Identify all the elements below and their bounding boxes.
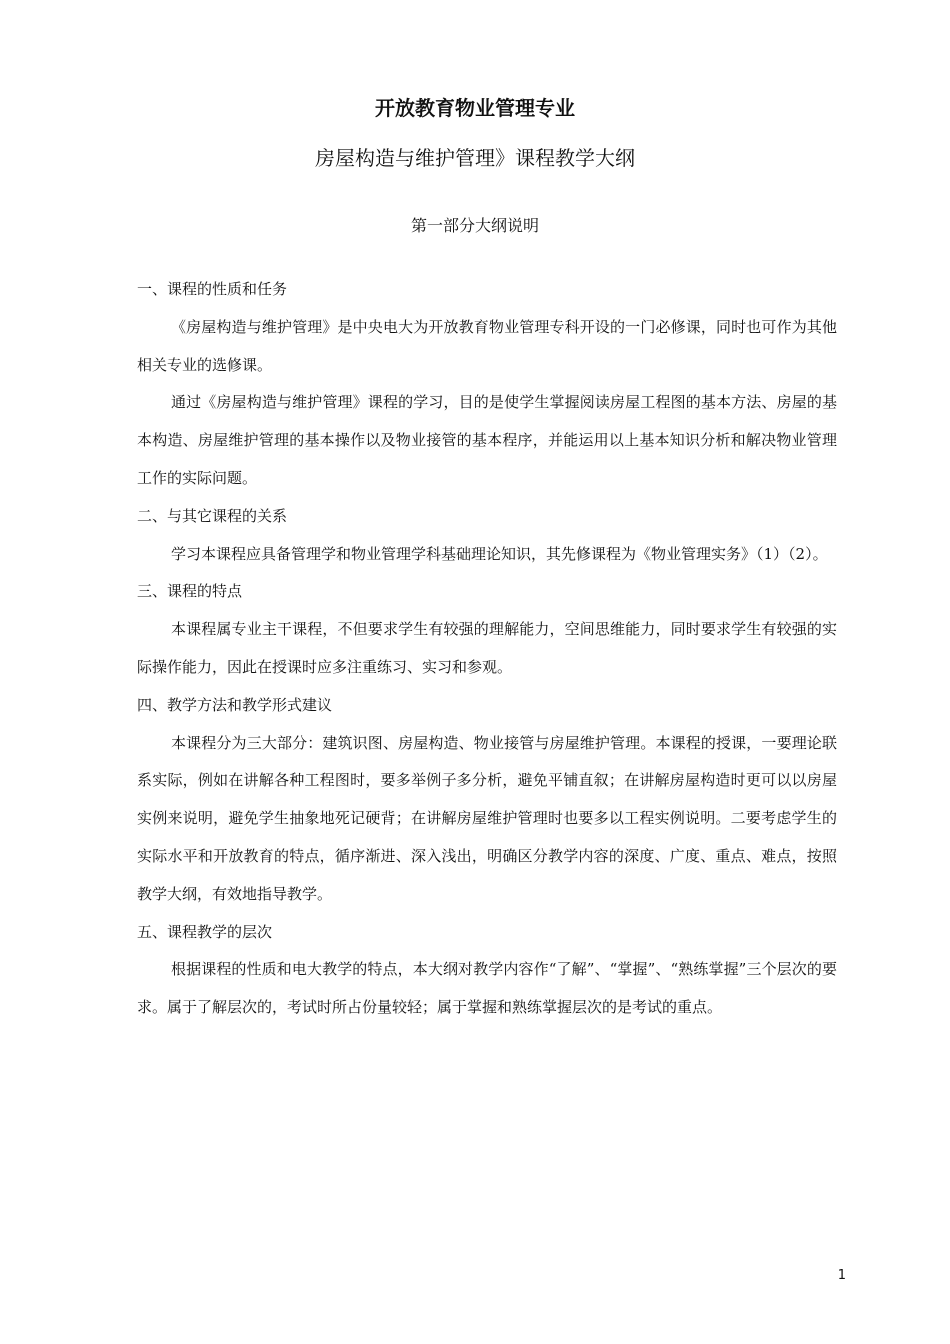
paragraph: 本课程属专业主干课程，不但要求学生有较强的理解能力，空间思维能力，同时要求学生有较强的实际操作能力，因此在授课时应多注重练习、实习和参观。: [137, 620, 837, 676]
section-heading: 二、与其它课程的关系: [137, 506, 288, 525]
part-title: 第一部分大纲说明: [410, 216, 539, 235]
section-heading: 五、课程教学的层次: [137, 922, 273, 941]
paragraph: 通过《房屋构造与维护管理》课程的学习，目的是使学生掌握阅读房屋工程图的基本方法、房屋的基本构造、房屋维护管理的基本操作以及物业接管的基本程序，并能运用以上基本知识分析和解决物业管理工作的实际问题。: [137, 393, 837, 487]
section-heading: 三、课程的特点: [137, 582, 243, 601]
paragraph: 本课程分为三大部分：建筑识图、房屋构造、物业接管与房屋维护管理。本课程的授课，一要理论联系实际，例如在讲解各种工程图时，要多举例子多分析，避免平铺直叙；在讲解房屋构造时更可以以房屋实例来说明，避免学生抽象地死记硬背；在讲解房屋维护管理时也要多以工程实例说明。二要考虑学生的实际水平和开放教育的特点，循序渐进、深入浅出，明确区分教学内容的深度、广度、重点、难点，按照教学大纲，有效地指导教学。: [137, 733, 837, 903]
document-title: 开放教育物业管理专业: [375, 96, 575, 120]
section-heading: 四、教学方法和教学形式建议: [137, 695, 333, 714]
section-heading: 一、课程的性质和任务: [137, 280, 288, 298]
page-number: 1: [837, 1268, 846, 1283]
paragraph: 根据课程的性质和电大教学的特点，本大纲对教学内容作“了解”、“掌握”、“熟练掌握”三个层次的要求。属于了解层次的，考试时所占份量较轻；属于掌握和熟练掌握层次的是考试的重点。: [137, 960, 837, 1017]
paragraph: 《房屋构造与维护管理》是中央电大为开放教育物业管理专科开设的一门必修课，同时也可作为其他相关专业的选修课。: [137, 317, 837, 374]
document-subtitle: 房屋构造与维护管理》课程教学大纲: [315, 146, 635, 170]
document-body: [137, 271, 837, 1027]
paragraph: 学习本课程应具备管理学和物业管理学科基础理论知识，其先修课程为《物业管理实务》（1）（2）。: [171, 544, 828, 563]
